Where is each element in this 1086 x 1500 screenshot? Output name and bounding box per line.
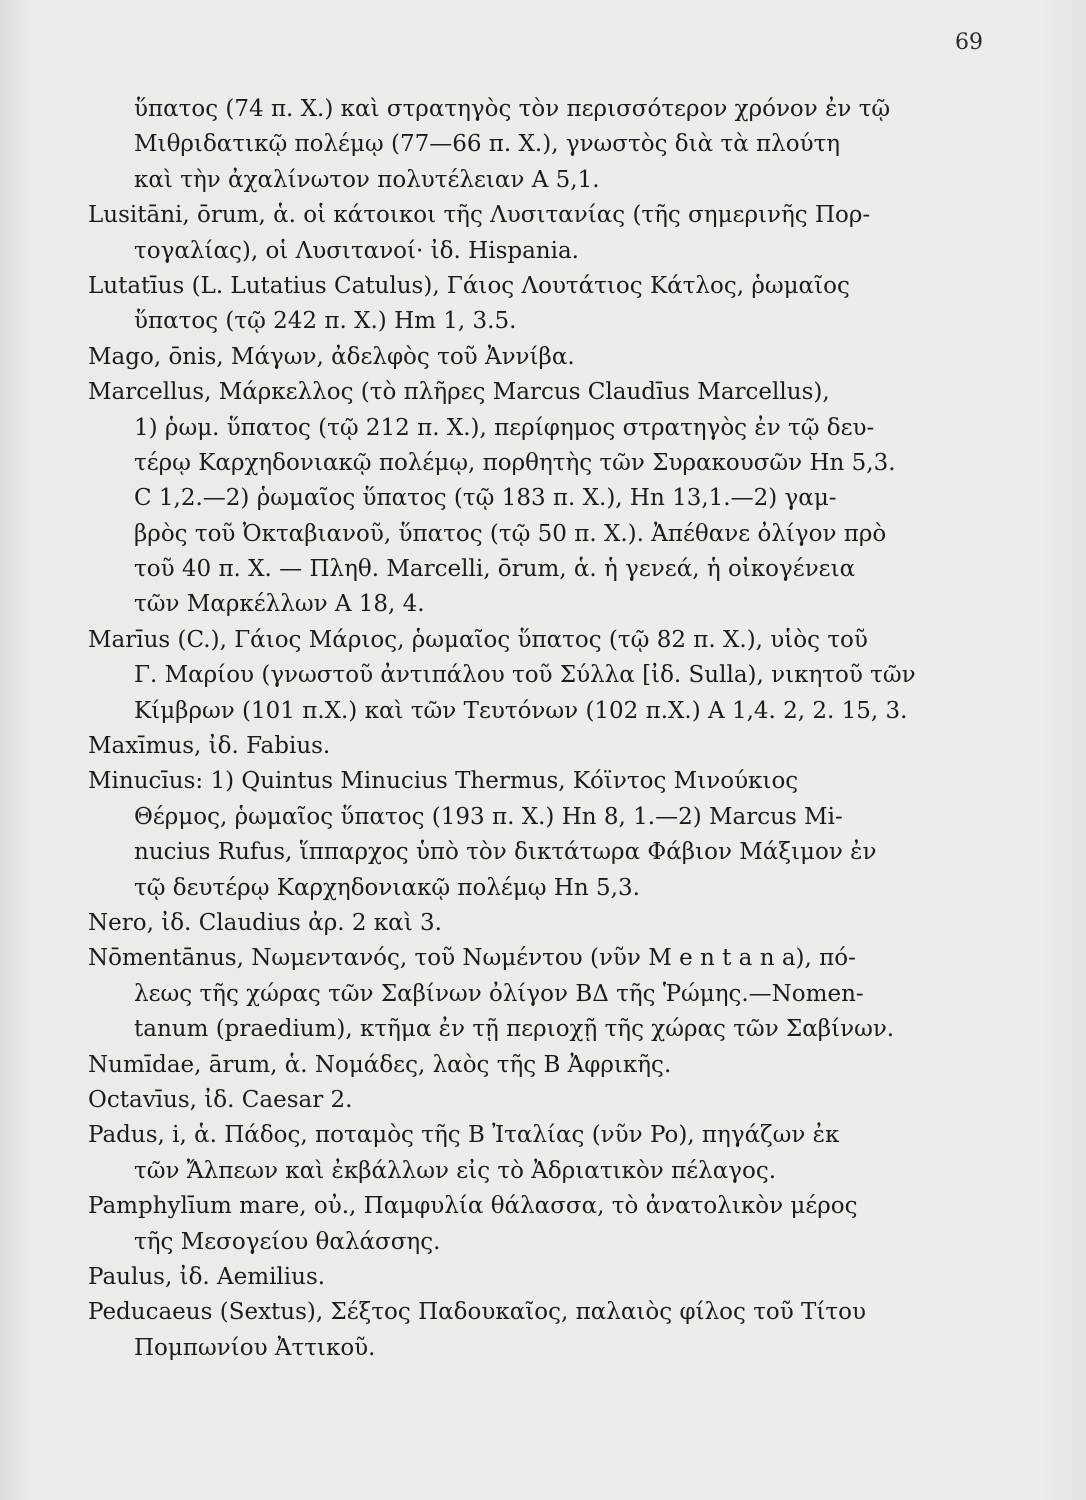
glossary-entry [88, 1118, 938, 1189]
entry-continuation-line: ὕπατος (74 π. Χ.) καὶ στρατηγὸς τὸν περισσότερον χρόνον ἐν τῷ [134, 96, 891, 122]
page-number: 69 [955, 30, 983, 55]
entry-headline: Peducaeus (Sextus), Σέξτος Παδουκαῖος, παλαιὸς φίλος τοῦ Τίτου [88, 1299, 866, 1326]
entry-continuation-line: τογαλίας), οἱ Λυσιτανοί· ἰδ. Hispania. [134, 237, 579, 264]
entry-continuation-line: βρὸς τοῦ Ὀκταβιανοῦ, ὕπατος (τῷ 50 π. Χ.). Ἀπέθανε ὀλίγον πρὸ [134, 520, 887, 547]
entry-continuation-line: τῶν Μαρκέλλων Α 18, 4. [134, 591, 425, 618]
entry-headline: Marīus (C.), Γάιος Μάριος, ῥωμαῖος ὕπατος (τῷ 82 π. Χ.), υἱὸς τοῦ [88, 626, 868, 653]
entry-headline: Padus, i, ἁ. Πάδος, ποταμὸς τῆς Β Ἰταλίας (νῦν Po), πηγάζων ἐκ [88, 1122, 840, 1149]
entry-continuation-line: tanum (praedium), κτῆμα ἐν τῇ περιοχῇ τῆς χώρας τῶν Σαβίνων. [134, 1016, 895, 1043]
entry-continuation-line: 1) ῥωμ. ὕπατος (τῷ 212 π. Χ.), περίφημος στρατηγὸς ἐν τῷ δευ- [134, 414, 875, 441]
entry-continuation-line: Γ. Μαρίου (γνωστοῦ ἀντιπάλου τοῦ Σύλλα [ἰδ. Sulla), νικητοῦ τῶν [134, 662, 916, 689]
glossary-entry [88, 941, 938, 1047]
glossary-entry [88, 340, 938, 375]
entry-headline: Nero, ἰδ. Claudius ἀρ. 2 καὶ 3. [88, 909, 442, 936]
entry-continuation-line: τέρῳ Καρχηδονιακῷ πολέμῳ, πορθητὴς τῶν Συρακουσῶν Hn 5,3. [134, 449, 896, 476]
glossary-entry [88, 92, 938, 198]
entry-headline: Numīdae, ārum, ἁ. Νομάδες, λαὸς τῆς Β Ἀφρικῆς. [88, 1051, 672, 1078]
entry-headline: Pamphylīum mare, οὐ., Παμφυλία θάλασσα, τὸ ἀνατολικὸν μέρος [88, 1193, 858, 1220]
entry-headline: Maxīmus, ἰδ. Fabius. [88, 733, 331, 760]
entry-continuation-line: τῶν Ἄλπεων καὶ ἐκβάλλων εἰς τὸ Ἀδριατικὸν πέλαγος. [134, 1157, 777, 1184]
entry-continuation-line: Κίμβρων (101 π.Χ.) καὶ τῶν Τευτόνων (102 π.Χ.) Α 1,4. 2, 2. 15, 3. [134, 697, 908, 724]
entry-continuation-line: nucius Rufus, ἵππαρχος ὑπὸ τὸν δικτάτωρα Φάβιον Μάξιμον ἐν [134, 839, 877, 866]
glossary-entry [88, 729, 938, 764]
entry-continuation-line: τῷ δευτέρῳ Καρχηδονιακῷ πολέμῳ Hn 5,3. [134, 874, 640, 901]
entry-headline: Marcellus, Μάρκελλος (τὸ πλῆρες Marcus Claudīus Marcellus), [88, 379, 830, 406]
entry-headline: Minucīus: 1) Quintus Minucius Thermus, Κόϊντος Μινούκιος [88, 768, 799, 795]
glossary-entry [88, 198, 938, 269]
glossary-entry [88, 1048, 938, 1083]
entry-headline: Lusitāni, ōrum, ἁ. οἱ κάτοικοι τῆς Λυσιτανίας (τῆς σημερινῆς Πορ- [88, 202, 871, 229]
glossary-entry [88, 1083, 938, 1118]
glossary-entry [88, 1295, 938, 1366]
glossary-entry [88, 764, 938, 906]
entry-continuation-line: C 1,2.—2) ῥωμαῖος ὕπατος (τῷ 183 π. Χ.), Hn 13,1.—2) γαμ- [134, 485, 837, 512]
entry-headline: Octavīus, ἰδ. Caesar 2. [88, 1086, 353, 1113]
entry-headline: Nōmentānus, Νωμεντανός, τοῦ Νωμέντου (νῦν M e n t a n a), πό- [88, 945, 856, 972]
entry-continuation-line: τοῦ 40 π. Χ. — Πληθ. Marcelli, ōrum, ἁ. ἡ γενεά, ἡ οἰκογένεια [134, 556, 856, 583]
entry-headline: Paulus, ἰδ. Aemilius. [88, 1263, 326, 1290]
glossary-entry [88, 906, 938, 941]
entry-headline: Mago, ōnis, Μάγων, ἀδελφὸς τοῦ Ἀννίβα. [88, 343, 575, 370]
glossary-entry [88, 375, 938, 623]
entry-continuation-line: Πομπωνίου Ἀττικοῦ. [134, 1334, 376, 1361]
glossary-entry [88, 1260, 938, 1295]
glossary-entries [88, 92, 938, 1366]
glossary-entry [88, 623, 938, 729]
entry-continuation-line: τῆς Μεσογείου θαλάσσης. [134, 1228, 441, 1255]
entry-continuation-line: Θέρμος, ῥωμαῖος ὕπατος (193 π. Χ.) Hn 8, 1.—2) Marcus Mi- [134, 803, 843, 830]
entry-headline: Lutatīus (L. Lutatius Catulus), Γάιος Λουτάτιος Κάτλος, ῥωμαῖος [88, 272, 850, 299]
glossary-entry [88, 269, 938, 340]
entry-continuation-line: ὕπατος (τῷ 242 π. Χ.) Hm 1, 3.5. [134, 308, 517, 335]
entry-continuation-line: λεως τῆς χώρας τῶν Σαβίνων ὀλίγον ΒΔ τῆς Ῥώμης.—Nomen- [134, 980, 864, 1007]
entry-continuation-line: καὶ τὴν ἀχαλίνωτον πολυτέλειαν Α 5,1. [134, 166, 600, 193]
entry-continuation-line: Μιθριδατικῷ πολέμῳ (77—66 π. Χ.), γνωστὸς διὰ τὰ πλούτη [134, 131, 841, 158]
glossary-entry [88, 1189, 938, 1260]
